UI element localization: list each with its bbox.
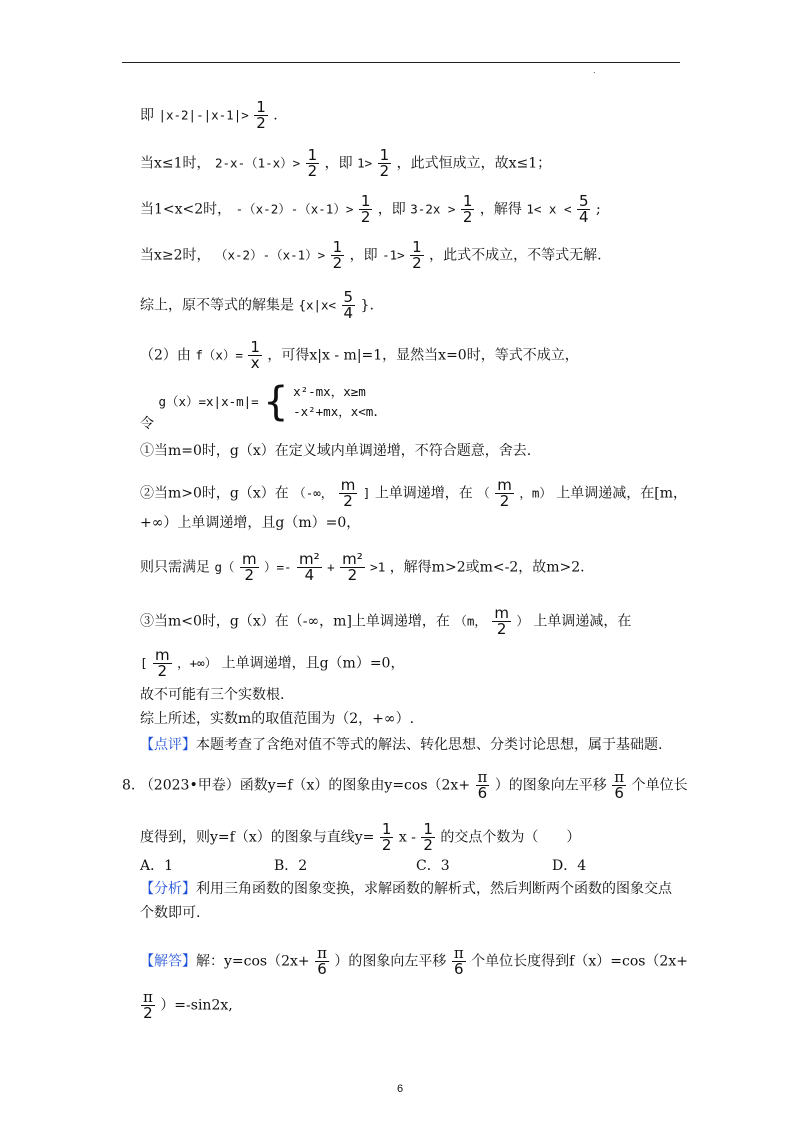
- line-16: 【点评】本题考查了含绝对值不等式的解法、转化思想、分类讨论思想，属于基础题.: [140, 737, 663, 753]
- fraction: $\frac{\text{m²}}{2}$: [342, 550, 363, 584]
- fraction: $\frac{1}{2}$: [256, 98, 266, 132]
- line-8: ①当m=0时，g（x）在定义域内单调递增，不符合题意，舍去.: [140, 443, 532, 459]
- fraction: $\frac{m}{2}$: [340, 476, 356, 510]
- line-12: ③当m<0时，g（x）在（-∞，m]上单调递增，在 （m， $\frac{m}{2}$ ） 上单调递减，在: [140, 604, 632, 638]
- line-3: 当1<x<2时， -（x-2）-（x-1）> $\frac{1}{2}$ ，即 3-2x > $\frac{1}{2}$ ，解得 1< x < $\frac{5}{4}$ ;: [140, 192, 601, 226]
- line-11: 则只需满足 g（ $\frac{m}{2}$ ）=- $\frac{\text{m²}}{4}$ + $\frac{\text{m²}}{2}$ >1 ，解得m>2或m<-2，故m>2.: [140, 550, 585, 584]
- line-7: 令 g（x）=x|x-m|= { x²-mx，x≥m -x²+mx，x<m .: [140, 379, 378, 432]
- piecewise-cases: x²-mx，x≥m -x²+mx，x<m: [293, 384, 374, 419]
- line-9: ②当m>0时，g（x）在 （-∞， $\frac{m}{2}$ ] 上单调递增，在 （ $\frac{m}{2}$ ，m） 上单调递减，在[m，: [140, 476, 688, 510]
- question-number: 8.: [122, 777, 136, 794]
- header-rule: [122, 62, 680, 63]
- analysis-tag: 【分析】: [140, 881, 196, 897]
- fraction: $\frac{1}{2}$: [379, 146, 390, 180]
- fraction: $\frac{\pi}{6}$: [614, 768, 625, 802]
- option-c[interactable]: C．3: [416, 858, 450, 874]
- fraction: $\frac{\pi}{6}$: [453, 944, 464, 978]
- fraction: $\frac{\pi}{6}$: [317, 944, 327, 978]
- fraction: $\frac{m}{2}$: [241, 550, 257, 584]
- fraction: $\frac{\text{m²}}{4}$: [299, 550, 320, 584]
- fraction: $\frac{5}{4}$: [578, 192, 589, 226]
- fraction: $\frac{m}{2}$: [497, 476, 512, 510]
- solution-line-2: $\frac{\pi}{2}$ ）=-sin2x,: [143, 988, 233, 1022]
- line-6: （2）由 f（x）= $\frac{1}{x}$ ，可得x|x - m|=1，显然当x=0时，等式不成立，: [140, 338, 579, 372]
- option-a[interactable]: A．1: [140, 858, 174, 874]
- solution-line-1: 【解答】解：y=cos（2x+ $\frac{\pi}{6}$ ）的图象向左平移 $\frac{\pi}{6}$ 个单位长度得到f（x）=cos（2x+: [140, 944, 688, 978]
- option-d[interactable]: D．4: [552, 858, 587, 874]
- line-2: 当x≤1时， 2-x-（1-x）> $\frac{1}{2}$ ，即 1> $\frac{1}{2}$ ，此式恒成立，故x≤1；: [140, 146, 552, 180]
- fraction: $\frac{m}{2}$: [494, 604, 509, 638]
- question-source: （2023•甲卷）: [139, 777, 240, 794]
- analysis-line-1: 【分析】利用三角函数的图象变换，求解函数的解析式，然后判断两个函数的图象交点: [140, 881, 672, 897]
- option-b[interactable]: B．2: [274, 858, 308, 874]
- fraction: $\frac{1}{2}$: [423, 820, 433, 854]
- page-number: 6: [396, 1083, 404, 1095]
- line-10: +∞）上单调递增，且g（m）=0，: [140, 515, 361, 531]
- line-1: 即 |x-2|-|x-1|> $\frac{1}{2}$ .: [140, 98, 278, 132]
- fraction: $\frac{1}{x}$: [250, 338, 260, 372]
- fraction: $\frac{\pi}{2}$: [143, 988, 153, 1022]
- solution-tag: 【解答】: [140, 953, 196, 970]
- fraction: $\frac{\pi}{6}$: [477, 768, 488, 802]
- line-15: 综上所述，实数m的取值范围为（2，+∞）.: [140, 711, 415, 727]
- line-13: [ $\frac{m}{2}$ ，+∞） 上单调递增，且g（m）=0，: [140, 646, 405, 680]
- fraction: $\frac{1}{2}$: [381, 820, 392, 854]
- fraction: $\frac{1}{2}$: [307, 146, 318, 180]
- fraction: $\frac{1}{2}$: [360, 192, 371, 226]
- question-8-line-2: 度得到，则y=f（x）的图象与直线y= $\frac{1}{2}$ x - $\frac{1}{2}$ 的交点个数为（ ）: [140, 820, 581, 854]
- line-4: 当x≥2时， （x-2）-（x-1）> $\frac{1}{2}$ ，即 -1> $\frac{1}{2}$ ，此式不成立，不等式无解.: [140, 238, 602, 272]
- fraction: $\frac{1}{2}$: [412, 238, 422, 272]
- header-dot: .: [593, 66, 596, 75]
- fraction: $\frac{m}{2}$: [154, 646, 170, 680]
- fraction: $\frac{1}{2}$: [462, 192, 473, 226]
- line-14: 故不可能有三个实数根.: [140, 687, 285, 703]
- fraction: $\frac{1}{2}$: [332, 238, 343, 272]
- fraction: $\frac{5}{4}$: [343, 288, 354, 322]
- analysis-line-2: 个数即可.: [140, 905, 201, 921]
- review-tag: 【点评】: [140, 737, 196, 753]
- line-5: 综上，原不等式的解集是 {x|x< $\frac{5}{4}$ }.: [140, 288, 374, 322]
- question-8-line-1: 8. （2023•甲卷）函数y=f（x）的图象由y=cos（2x+ $\frac{\pi}{6}$ ）的图象向左平移 $\frac{\pi}{6}$ 个单位长: [122, 768, 688, 802]
- left-brace: {: [263, 379, 289, 425]
